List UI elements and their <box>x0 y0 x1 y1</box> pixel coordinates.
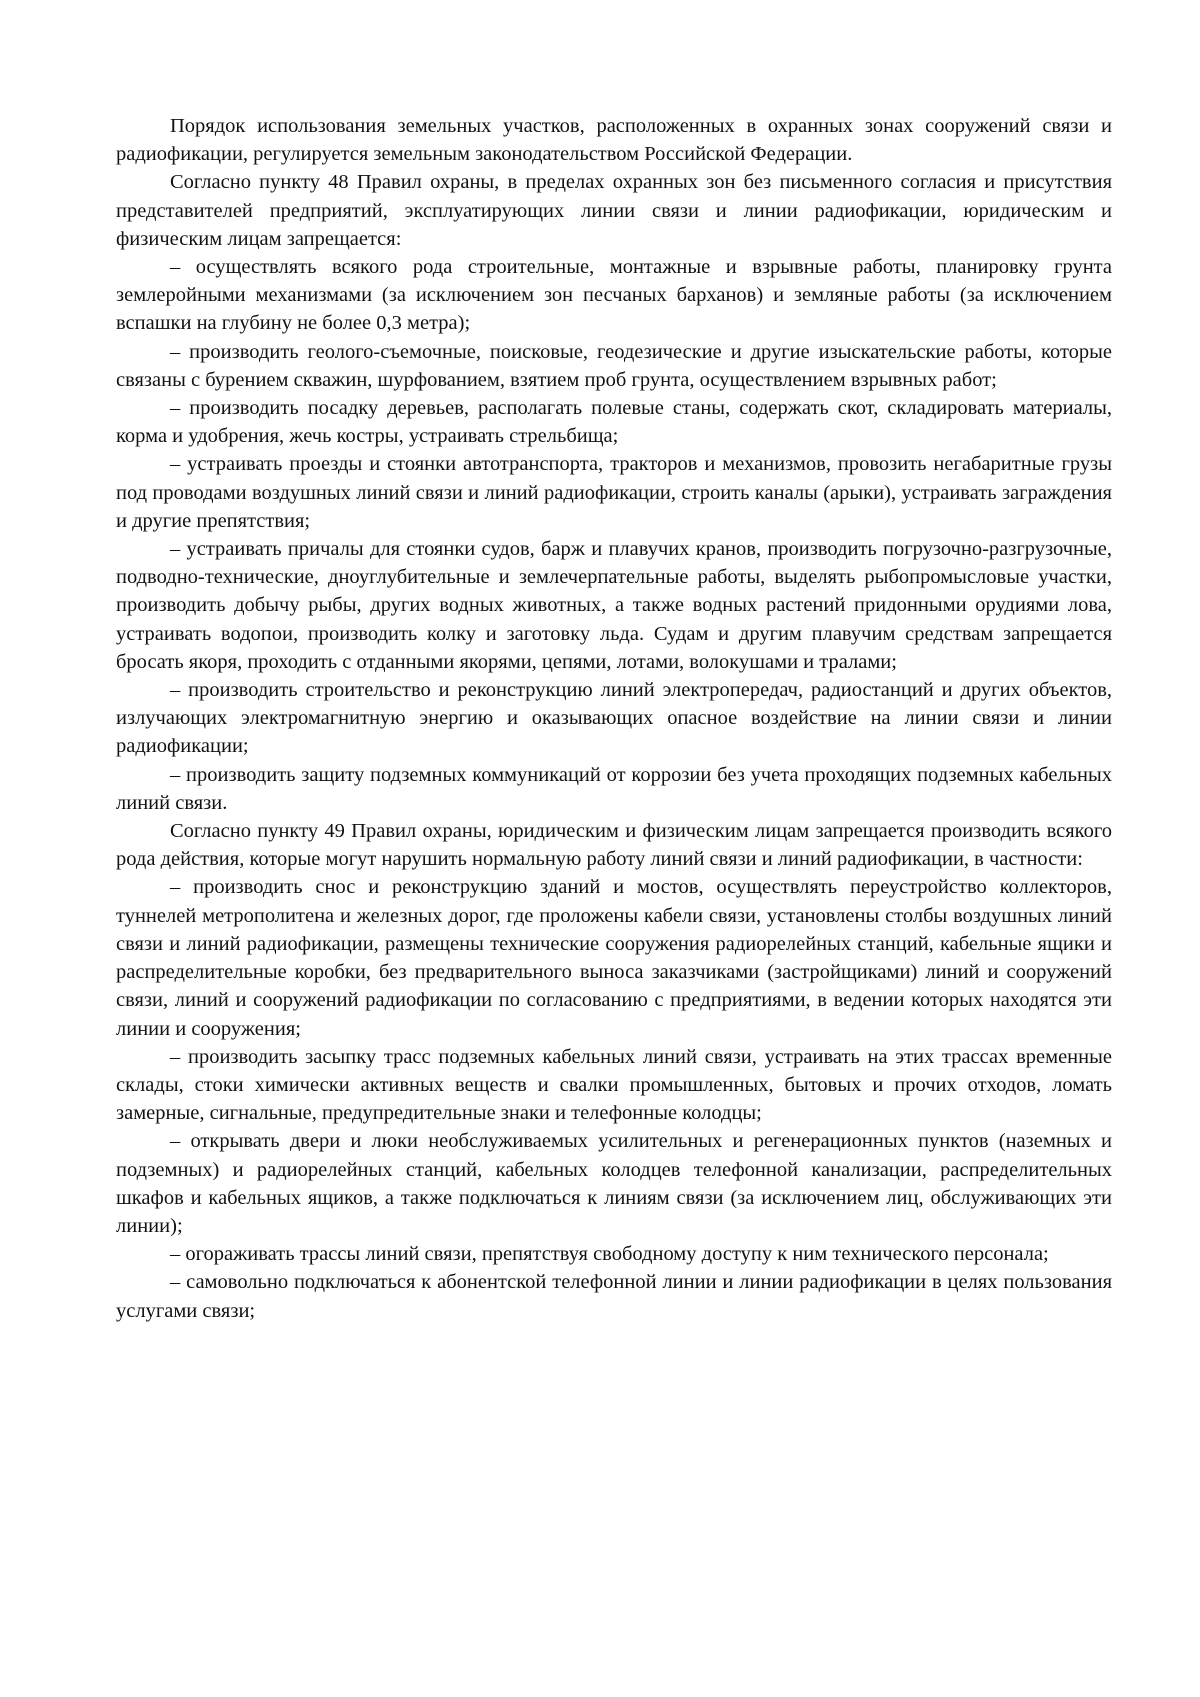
paragraph-clause-48-intro: Согласно пункту 48 Правил охраны, в пределах охранных зон без письменного согласия и присутствия представителей предприятий, эксплуатирующих линии связи и линии радиофикации, юридическим и физическим лицам запрещается: <box>116 171 1112 250</box>
list-item-demolition: – производить снос и реконструкцию зданий и мостов, осуществлять переустройство коллекторов, туннелей метрополитена и железных дорог, где проложены кабели связи, установлены столбы воздушных линий связи и линий радиофикации, размещены технические сооружения радиорелейных станций, кабельные ящики и распределительные коробки, без предварительного выноса заказчиками (застройщиками) линий и сооружений связи, линий и сооружений радиофикации по согласованию с предприятиями, в ведении которых находятся эти линии и сооружения; <box>116 876 1112 1040</box>
list-item-vehicle-passages: – устраивать проезды и стоянки автотранспорта, тракторов и механизмов, провозить негабаритные грузы под проводами воздушных линий связи и линий радиофикации, строить каналы (арыки), устраивать заграждения и другие препятствия; <box>116 453 1112 532</box>
list-item-opening-hatches: – открывать двери и люки необслуживаемых усилительных и регенерационных пунктов (наземных и подземных) и радиорелейных станций, кабельных колодцев телефонной канализации, распределительных шкафов и кабельных ящиков, а также подключаться к линиям связи (за исключением лиц, обслуживающих эти линии); <box>116 1130 1112 1237</box>
list-item-backfill-dumps: – производить засыпку трасс подземных кабельных линий связи, устраивать на этих трассах временные склады, стоки химически активных веществ и свалки промышленных, бытовых и прочих отходов, ломать замерные, сигнальные, предупредительные знаки и телефонные колодцы; <box>116 1045 1112 1125</box>
paragraph-clause-49-intro: Согласно пункту 49 Правил охраны, юридическим и физическим лицам запрещается производить всякого рода действия, которые могут нарушить нормальную работу линий связи и линий радиофикации, в частности: <box>116 820 1112 871</box>
list-item-unauthorized-connection: – самовольно подключаться к абонентской телефонной линии и линии радиофикации в целях пользования услугами связи; <box>116 1271 1112 1322</box>
list-item-construction-works: – осуществлять всякого рода строительные, монтажные и взрывные работы, планировку грунта землеройными механизмами (за исключением зон песчаных барханов) и земляные работы (за исключением вспашки на глубину не более 0,3 метра); <box>116 256 1112 335</box>
list-item-power-lines: – производить строительство и реконструкцию линий электропередач, радиостанций и других объектов, излучающих электромагнитную энергию и оказывающих опасное воздействие на линии связи и линии радиофикации; <box>116 679 1112 758</box>
list-item-corrosion-protection: – производить защиту подземных коммуникаций от коррозии без учета проходящих подземных кабельных линий связи. <box>116 763 1112 814</box>
list-item-waterway-works: – устраивать причалы для стоянки судов, барж и плавучих кранов, производить погрузочно-разгрузочные, подводно-технические, дноуглубительные и землечерпательные работы, выделять рыбопромысловые участки, производить добычу рыбы, других водных животных, а также водных растений придонными орудиями лова, устраивать водопои, производить колку и заготовку льда. Судам и другим плавучим средствам запрещается бросать якоря, проходить с отданными якорями, цепями, лотами, волокушами и тралами; <box>116 538 1112 673</box>
document-page <box>116 112 1112 1325</box>
list-item-survey-works: – производить геолого-съемочные, поисковые, геодезические и другие изыскательские работы, которые связаны с бурением скважин, шурфованием, взятием проб грунта, осуществлением взрывных работ; <box>116 340 1112 391</box>
paragraph-land-use: Порядок использования земельных участков, расположенных в охранных зонах сооружений связи и радиофикации, регулируется земельным законодательством Российской Федерации. <box>116 115 1112 166</box>
list-item-planting-storage: – производить посадку деревьев, располагать полевые станы, содержать скот, складировать материалы, корма и удобрения, жечь костры, устраивать стрельбища; <box>116 397 1112 448</box>
list-item-fencing: – огораживать трассы линий связи, препятствуя свободному доступу к ним технического персонала; <box>170 1243 1049 1266</box>
